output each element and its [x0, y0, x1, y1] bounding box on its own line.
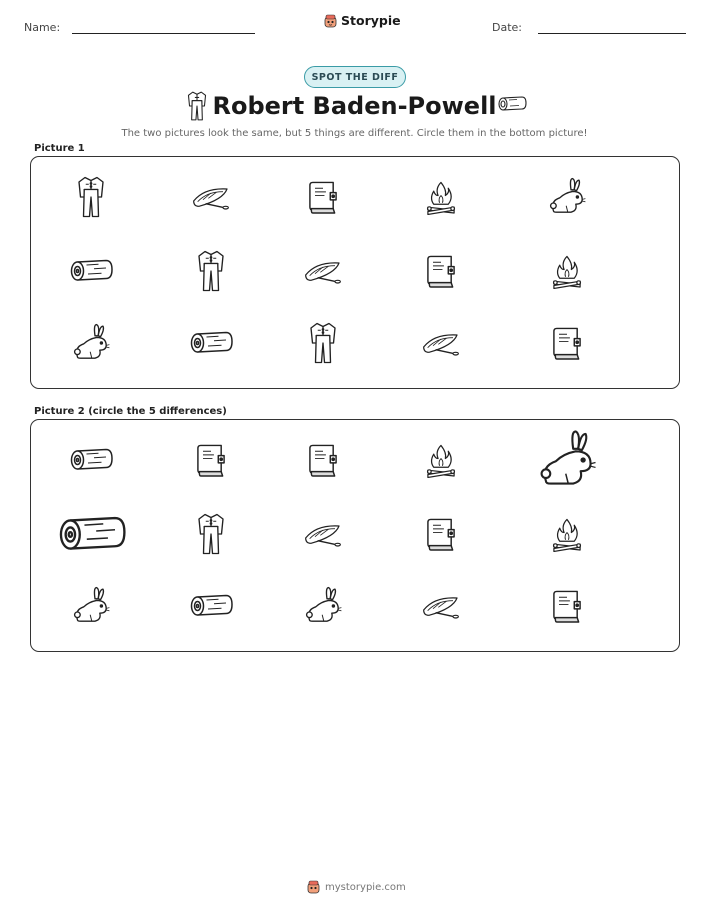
- book-icon[interactable]: [195, 442, 227, 478]
- date-label: Date:: [492, 21, 522, 34]
- rabbit-icon: [71, 323, 111, 363]
- book-icon: [307, 179, 339, 215]
- campfire-icon: [551, 253, 583, 289]
- rabbit-icon[interactable]: [536, 429, 598, 491]
- storypie-mascot-icon: [324, 14, 337, 28]
- instructions-text: The two pictures look the same, but 5 things are different. Circle them in the bottom picture!: [121, 128, 588, 139]
- book-icon: [551, 325, 583, 361]
- book-icon[interactable]: [307, 442, 339, 478]
- name-line[interactable]: [72, 33, 255, 34]
- log-icon[interactable]: [188, 591, 234, 621]
- name-label: Name:: [24, 21, 61, 34]
- storypie-mascot-icon: [307, 880, 320, 894]
- picture-1-label: Picture 1: [34, 143, 85, 154]
- brand-name: Storypie: [341, 13, 401, 28]
- canoe-icon[interactable]: [303, 518, 343, 550]
- canoe-icon: [303, 255, 343, 287]
- rabbit-icon[interactable]: [303, 586, 343, 626]
- log-icon: [68, 256, 114, 286]
- canoe-icon: [191, 181, 231, 213]
- log-icon: [497, 93, 527, 115]
- rabbit-icon[interactable]: [71, 586, 111, 626]
- log-icon: [188, 328, 234, 358]
- uniform-icon: [76, 174, 106, 220]
- canoe-icon[interactable]: [421, 590, 461, 622]
- page-title: Robert Baden-Powell: [212, 92, 497, 120]
- log-icon[interactable]: [56, 511, 127, 558]
- uniform-icon[interactable]: [196, 511, 226, 557]
- book-icon[interactable]: [551, 588, 583, 624]
- campfire-icon[interactable]: [551, 516, 583, 552]
- uniform-icon: [308, 320, 338, 366]
- spot-the-diff-badge: SPOT THE DIFF: [304, 66, 406, 88]
- rabbit-icon: [547, 177, 587, 217]
- brand-logo: [324, 13, 401, 28]
- footer-url: mystorypie.com: [325, 881, 406, 893]
- footer: [307, 880, 406, 894]
- book-icon[interactable]: [425, 516, 457, 552]
- campfire-icon[interactable]: [425, 442, 457, 478]
- picture-1-panel: [30, 156, 680, 389]
- picture-2-panel[interactable]: [30, 419, 680, 652]
- log-icon[interactable]: [68, 445, 114, 475]
- book-icon: [425, 253, 457, 289]
- picture-2-label: Picture 2 (circle the 5 differences): [34, 406, 227, 417]
- title-row: [0, 90, 709, 124]
- canoe-icon: [421, 327, 461, 359]
- date-line[interactable]: [538, 33, 686, 34]
- campfire-icon: [425, 179, 457, 215]
- uniform-icon: [196, 248, 226, 294]
